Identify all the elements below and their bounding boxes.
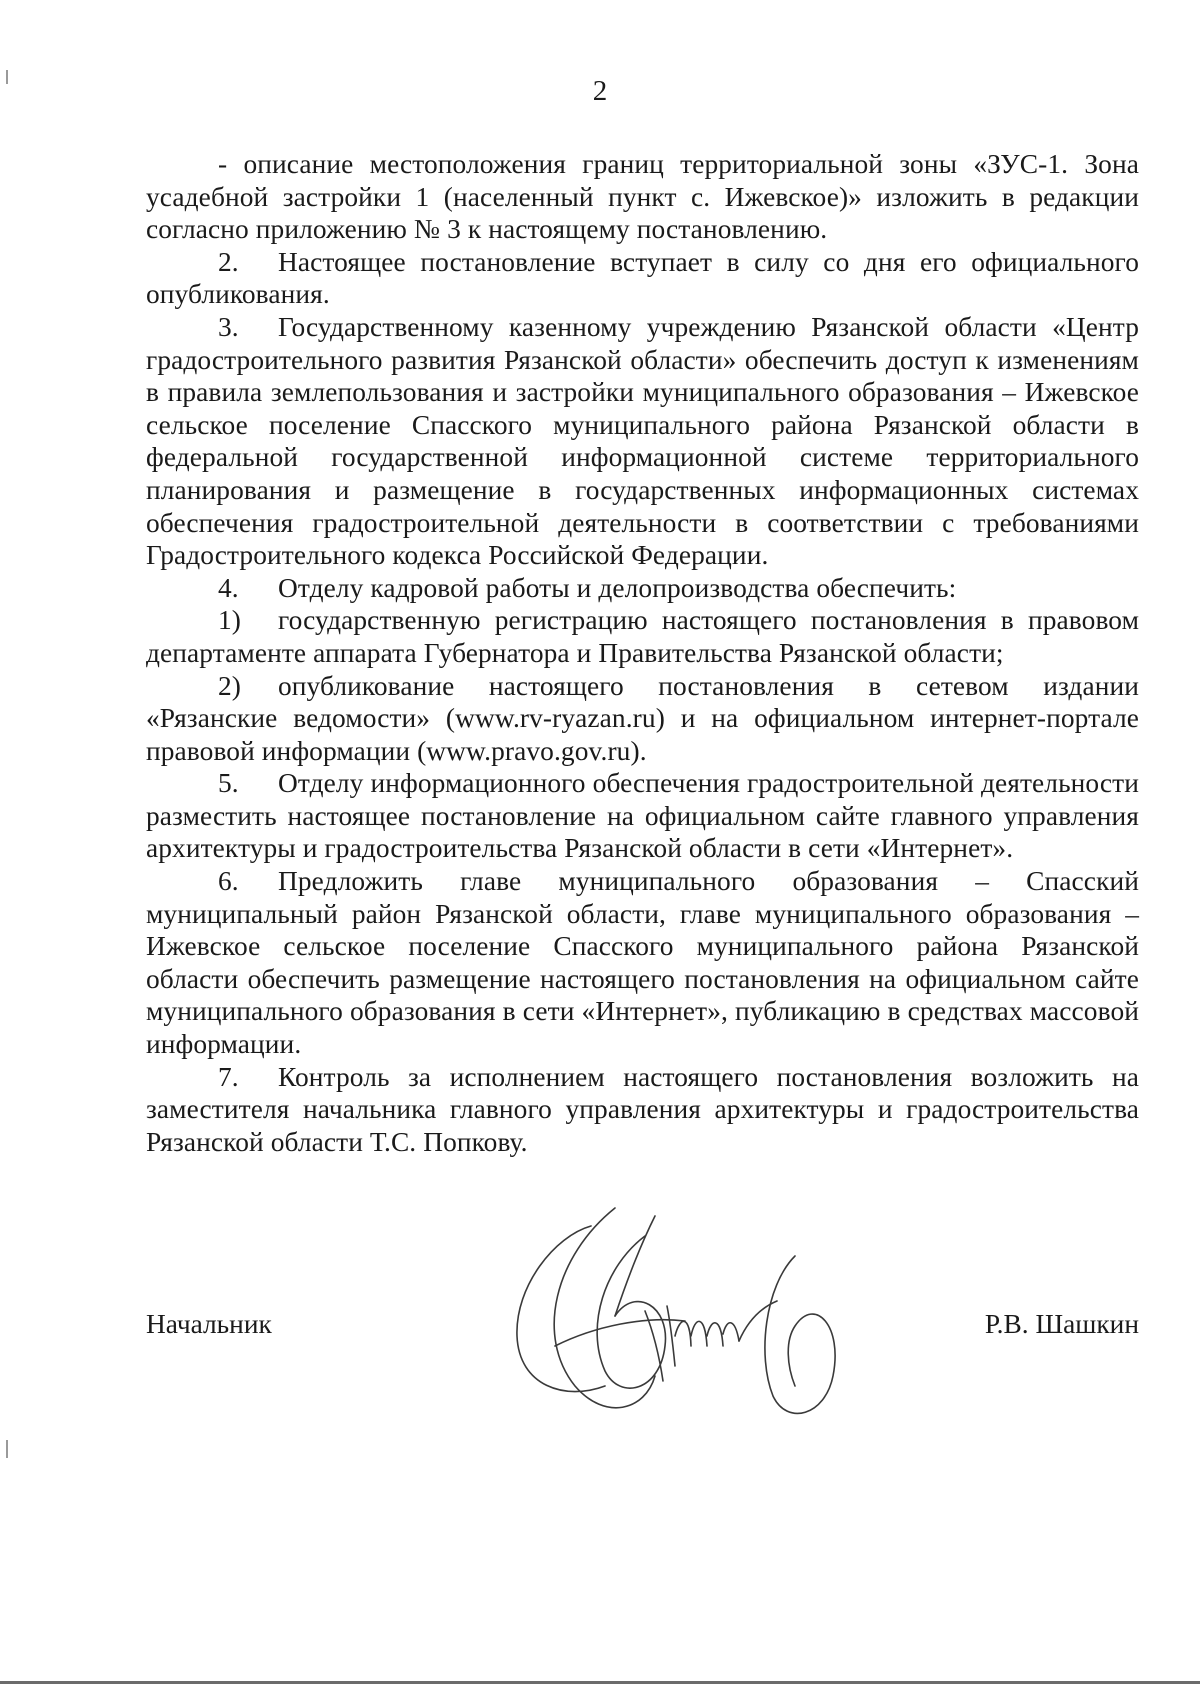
paragraph-number: 4. [218,572,239,603]
paragraph-number: 1) [218,605,242,636]
paragraph-text: опубликование настоящего постановления в сетевом издании «Рязанские ведомости» (www.rv-ryazan.ru) и на официальном интернет-портале правовой информации (www.pravo.gov.ru). [146,670,1139,766]
paragraph-text: Отделу кадровой работы и делопроизводства обеспечить: [278,572,957,603]
paragraph-number: 5. [218,768,239,799]
paragraph-number: 2) [218,670,242,701]
paragraph-number: 2. [218,246,239,277]
signatory-name: Р.В. Шашкин [984,1309,1139,1339]
paragraph-1 [146,148,1139,246]
subparagraph-2 [146,670,1139,768]
signature-block [146,1308,1139,1348]
paragraph-5 [146,767,1139,865]
paragraph-text: Государственному казенному учреждению Рязанской области «Центр градостроительного развития Рязанской области» обеспечить доступ к изменениям в правила землепользования и застройки муниципального образования – Ижевское сельское поселение Спасского муниципального района Рязанской области в федеральной государственной информационной системе территориального планирования и размещение в государственных информационных системах обеспечения градостроительной деятельности в соответствии с требованиями Градостроительного кодекса Российской Федерации. [146,311,1139,571]
paragraph-text: - описание местоположения границ территориальной зоны «ЗУС-1. Зона усадебной застройки 1 (населенный пункт с. Ижевское)» изложить в редакции согласно приложению № 3 к настоящему постановлению. [146,149,1139,245]
subparagraph-1 [146,604,1139,669]
page-number: 2 [592,75,608,107]
scan-mark [6,1440,8,1458]
paragraph-text: Предложить главе муниципального образования – Спасский муниципальный район Рязанской области, главе муниципального образования – Ижевское сельское поселение Спасского муниципального района Рязанской области обеспечить размещение настоящего постановления на официальном сайте муниципального образования в сети «Интернет», публикацию в средствах массовой информации. [146,866,1139,1060]
scan-mark [6,70,8,84]
signatory-title: Начальник [146,1309,272,1339]
paragraph-text: Отделу информационного обеспечения градостроительной деятельности разместить настоящее постановление на официальном сайте главного управления архитектуры и градостроительства Рязанской области в сети «Интернет». [146,768,1139,864]
paragraph-3 [146,311,1139,572]
paragraph-2 [146,246,1139,311]
paragraph-6 [146,865,1139,1061]
paragraph-text: Настоящее постановление вступает в силу со дня его официального опубликования. [146,246,1139,310]
scan-edge-line [0,1681,1200,1684]
paragraph-number: 7. [218,1061,239,1092]
paragraph-text: Контроль за исполнением настоящего постановления возложить на заместителя начальника главного управления архитектуры и градостроительства Рязанской области Т.С. Попкову. [146,1061,1139,1157]
paragraph-number: 3. [218,311,239,342]
paragraph-7 [146,1061,1139,1159]
document-body [146,148,1139,1158]
paragraph-text: государственную регистрацию настоящего постановления в правовом департаменте аппарата Губернатора и Правительства Рязанской области; [146,605,1139,668]
paragraph-4 [146,572,1139,605]
paragraph-number: 6. [218,866,239,897]
